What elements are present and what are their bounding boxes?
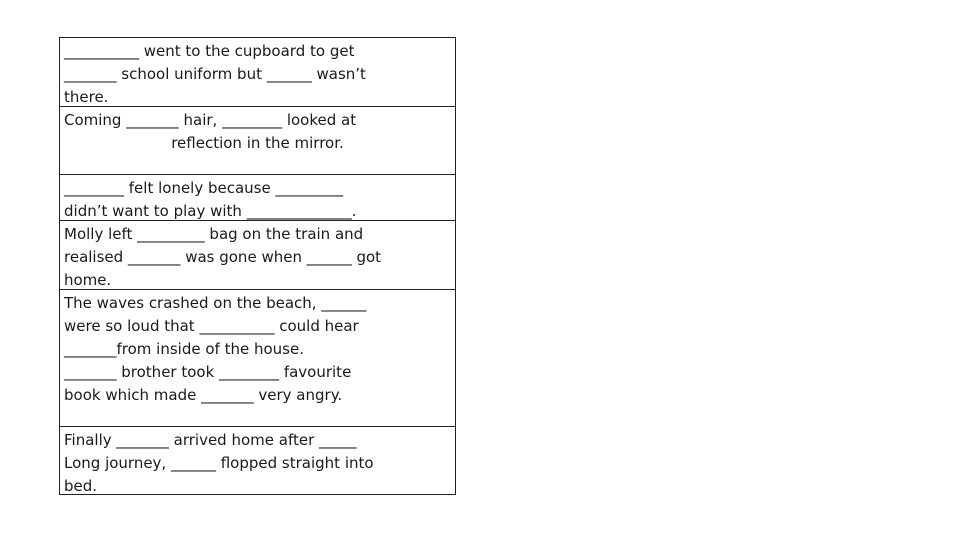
row-5-line-4: _______ brother took ________ favourite [64, 363, 352, 381]
worksheet-row-1 [60, 38, 455, 107]
worksheet-row-5 [60, 290, 455, 427]
row-5-line-5: book which made _______ very angry. [64, 386, 343, 404]
row-2-line-1: Coming _______ hair, ________ looked at [64, 111, 357, 129]
row-4-line-2: realised _______ was gone when ______ got [64, 248, 382, 266]
row-6-line-3: bed. [64, 477, 98, 494]
row-1-line-1: __________ went to the cupboard to get [64, 42, 355, 60]
worksheet-row-6 [60, 427, 455, 494]
worksheet-row-4 [60, 221, 455, 290]
worksheet-row-2 [60, 107, 455, 175]
row-6-line-2: Long journey, ______ flopped straight into [64, 454, 374, 472]
row-3-line-2: didn’t want to play with ______________. [64, 202, 357, 220]
worksheet-row-3 [60, 175, 455, 221]
row-6-line-1: Finally _______ arrived home after _____ [64, 431, 357, 449]
row-5-line-3: _______from inside of the house. [64, 340, 304, 358]
row-1-line-3: there. [64, 88, 109, 106]
row-1-line-2: _______ school uniform but ______ wasn’t [64, 65, 366, 83]
row-5-line-2: were so loud that __________ could hear [64, 317, 359, 335]
row-5-line-1: The waves crashed on the beach, ______ [64, 294, 367, 312]
row-4-line-1: Molly left _________ bag on the train and [64, 225, 364, 243]
row-3-line-1: ________ felt lonely because _________ [64, 179, 343, 197]
fill-in-the-blank-worksheet [59, 37, 456, 495]
row-4-line-3: home. [64, 271, 112, 289]
row-2-line-2: reflection in the mirror. [171, 134, 344, 152]
